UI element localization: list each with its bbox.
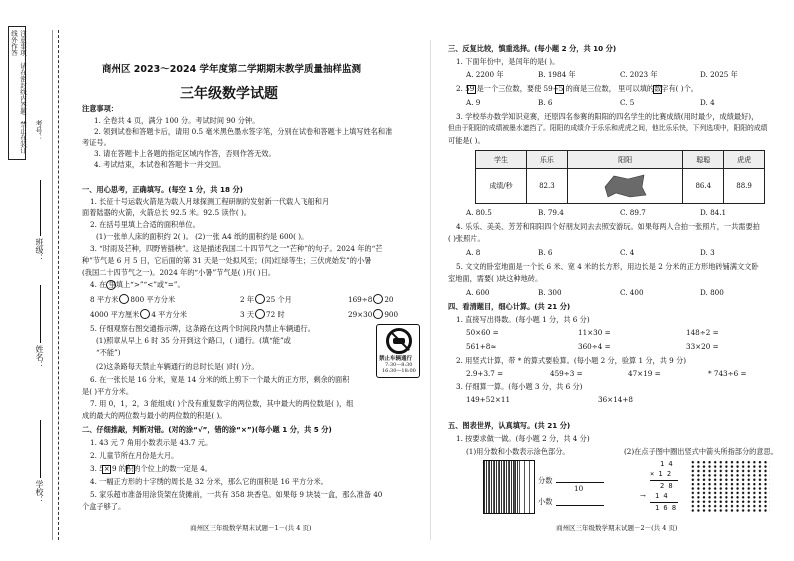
vcalc-rule (650, 502, 678, 503)
score-table (475, 150, 765, 204)
compare-circle (106, 280, 116, 290)
blank-box (102, 465, 111, 474)
note-2b: 考证号。 (82, 138, 111, 147)
table-cell: 86.4 (683, 169, 724, 204)
s2-line: 4. 一幅正方形的十字绣的周长是 32 分米，那么它的面积是 16 平方分米。 (90, 477, 328, 486)
no-car-icon (386, 328, 412, 354)
table-cell: 阳阳 (567, 151, 683, 169)
binding-margin (0, 0, 62, 561)
s3-q3: 3. 学校举办数学知识竞赛，还原四名参赛的阳阳的四名学生的比赛成绩(用时最少，成绩最好)， (456, 112, 759, 121)
note-3: 3. 请在答题卡上各题的指定区域内作答，否则作答无效。 (94, 149, 276, 158)
s1-line: 5. 仔细观察右图交通指示牌，这条路在这两个时间段内禁止车辆通行。 (90, 324, 315, 333)
calc: 148÷2 = (686, 328, 719, 337)
s2-line: 5. 家乐超市准备用涂货架在货摊前，一共有 358 块香皂。如果每 9 块装一盒，那么准备 40 (90, 490, 383, 499)
blank-box (126, 465, 135, 474)
field-class-line (40, 180, 41, 236)
cmp-c: 169÷8 20 (348, 295, 394, 304)
s3-q4: 4. 乐乐、美美、芳芳和阳阳四个好朋友同去去照安游玩。如果每两人合拍一张照片，一共需要拍 (456, 222, 760, 231)
notes-heading: 注意事项： (82, 104, 118, 113)
opt: C. 4 (620, 248, 635, 257)
calc: 149+52×11 (466, 395, 511, 404)
cmp-d: 4000 平方厘米 4 平方分米 (90, 310, 187, 319)
s4-q1-title: 1. 直接写出得数。(每小题 1 分，共 6 分) (456, 315, 590, 324)
blank-box (653, 85, 662, 94)
calc: 459÷3 = (550, 369, 583, 378)
cmp-f: 29×30 900 (348, 310, 399, 319)
vcalc-line: 2 8 (660, 482, 673, 490)
s5-q1-1: (1)用分数和小数表示涂色部分。 (466, 447, 570, 456)
s3-q5b: 室地面，需要( )块这种地砖。 (448, 274, 543, 283)
s1-line: 面着陆器的火箭，火箭总长 92.5 米。92.5 读作( )。 (82, 208, 251, 217)
s2-line: 3. 5× 9 的积的个位上的数一定是 4。 (90, 464, 212, 473)
field-school-line (40, 420, 41, 478)
note-1: 1. 全卷共 4 页，满分 100 分。考试时间 90 分钟。 (94, 116, 260, 125)
table-cell: 虎虎 (724, 151, 765, 169)
arrow-icon: → (640, 492, 646, 500)
s3-q1: 1. 下面年份中，是闰年的是( )。 (456, 57, 560, 66)
fraction-label: 分数 (538, 476, 553, 485)
footer-left: 商州区三年级数学期末试题－1－(共 4 页) (190, 524, 312, 532)
opt: D. 4 (700, 98, 715, 107)
fraction-bar (556, 482, 604, 483)
section4-heading: 四、看清题目，细心计算。(共 21 分) (448, 302, 571, 311)
sign-time-1: 7:30—8:30 (385, 362, 413, 368)
field-school: 学校： (35, 480, 44, 504)
opt: B. 6 (538, 248, 553, 257)
field-name: 姓名： (35, 345, 44, 369)
table-cell: 乐乐 (527, 151, 568, 169)
opt: B. 1984 年 (538, 70, 576, 79)
s1-line: 2. 在括号里填上合适的面积单位。 (90, 220, 200, 229)
field-name-line (40, 285, 41, 343)
opt: B. 6 (538, 98, 553, 107)
vcalc-line: 1 6 8 (655, 504, 677, 512)
field-class: 班级： (35, 238, 44, 262)
binding-line-inner (52, 30, 53, 540)
opt: D. 2025 年 (700, 70, 738, 79)
calc: * 743÷6 = (708, 369, 747, 378)
calc: 2.9+3.7 = (466, 369, 504, 378)
calc: 50×60 = (466, 328, 499, 337)
ink-blot-icon (602, 173, 648, 199)
cmp-b: 2 年 25 个月 (240, 295, 292, 304)
calc: 360÷4 = (578, 342, 611, 351)
opt: B. 300 (538, 288, 562, 297)
s1-line: 种”节气是 6 月 5 日，它后面的第 31 天是一处拟风至；(闰)红绿等生；三伏虎始发”的小暑 (82, 256, 372, 265)
seal-notice: 注意事项：请在密封线内答题，禁止在装订线外作答 (10, 30, 27, 154)
s2-line: 个盒子够了。 (82, 502, 126, 511)
calc: 36×14+8 (598, 395, 633, 404)
opt: C. 2023 年 (620, 70, 658, 79)
exam-title: 商州区 2023～2024 学年度第二学期期末教学质量抽样监测 (102, 64, 361, 75)
table-row (476, 151, 765, 169)
s1-line: 7. 用 0，1，2，3 能组成( )个没有重复数字的两位数，其中最大的两位数是( )，组 (90, 399, 354, 408)
opt: D. 800 (700, 288, 724, 297)
vcalc-line: 1 4 (655, 492, 668, 500)
decimal-line (556, 505, 604, 506)
section2-heading: 二、仔细推敲，判断对错。(对的涂“√”，错的涂“×”)(每小题 1 分，共 5 分) (82, 425, 332, 434)
section3-heading: 三、反复比较，慎重选择。(每小题 2 分，共 10 分) (448, 44, 617, 53)
note-2: 2. 领到试卷和答题卡后，请用 0.5 毫米黑色墨水签字笔，分别在试卷和答题卡上填写姓名和准 (94, 127, 393, 136)
table-cell: 聪聪 (683, 151, 724, 169)
opt: A. 9 (466, 98, 481, 107)
blank-box (555, 85, 564, 94)
table-cell: 成绩/秒 (476, 169, 527, 204)
s1-line: “不能”) (96, 348, 121, 357)
field-exam-no: 考号： (35, 120, 43, 141)
sign-time-2: 16:30—18:00 (382, 368, 416, 374)
s3-q5: 5. 文文的卧室地面是一个长 6 米、宽 4 米的长方形，用边长是 2 分米的正方形地砖铺满文文卧 (456, 262, 759, 271)
s1-line: 6. 在一张长是 16 分米，宽是 14 分米的纸上剪下一个最大的正方形，剩余的面积 (90, 375, 350, 384)
s1-line: 1. 长征十号运载火箭是为载人月球探测工程研制的发射新一代载人飞船和月 (90, 197, 330, 206)
note-4: 4. 考试结束，本试卷和答题卡一并交回。 (94, 160, 226, 169)
s1-line: (我国二十四节气之一)。2024 年的“小暑”节气是( )月( )日。 (82, 268, 276, 277)
table-cell: 学生 (476, 151, 527, 169)
vcalc-line: 1 4 (660, 460, 673, 468)
s1-line: (1)一张单人床的面积约 2( )。 (2)一张 A4 纸的面积约是 600( )。 (96, 232, 309, 241)
section5-heading: 五、图表世界，认真填写。(共 21 分) (448, 421, 571, 430)
section1-heading: 一、用心思考，正确填写。(每空 1 分，共 18 分) (82, 185, 243, 194)
page-divider (430, 40, 431, 540)
vcalc-line: × 1 2 (650, 470, 672, 478)
s1-line-q4: 4. 在 里填上“>”“<”或“=”。 (90, 280, 185, 289)
opt: A. 2200 年 (466, 70, 504, 79)
s5-q1-title: 1. 按要求做一做。(每小题 2 分，共 4 分) (456, 434, 590, 443)
fraction-den: 10 (574, 484, 584, 493)
s1-line: 3. “时雨及芒种，四野皆插秧”。这是描述我国二十四节气之一“芒种”的句子。2024 年的“芒 (90, 244, 383, 253)
dashed-binding-line (58, 30, 59, 540)
s3-q3c: 可能是( )。 (448, 136, 485, 145)
s1-line: (1)照章从早上 6 时 35 分开到这个路口，( )通行。(填“能”或 (96, 336, 291, 345)
s2-line: 2. 儿童节所在月份是大月。 (90, 451, 179, 460)
s4-q3-title: 3. 仔细算一算。(每小题 3 分，共 6 分) (456, 382, 583, 391)
opt: C. 89.7 (620, 208, 646, 217)
traffic-sign (376, 324, 420, 378)
s5-q1-2: (2)在点子图中圈出竖式中箭头所指部分的意思。 (624, 447, 778, 456)
blank-box (467, 85, 476, 94)
s1-line: 成的最大的两位数与最小的两位数的积是( )。 (82, 411, 227, 420)
opt: C. 5 (620, 98, 635, 107)
opt: A. 8 (466, 248, 481, 257)
opt: B. 79.4 (538, 208, 564, 217)
vcalc-rule (650, 480, 678, 481)
shaded-grid (483, 460, 535, 514)
ink-blot-cell (567, 169, 683, 204)
opt: A. 80.5 (466, 208, 492, 217)
opt: D. 3 (700, 248, 715, 257)
sign-text: 禁止车辆通行 (379, 356, 413, 362)
opt: C. 400 (620, 288, 644, 297)
calc: 33×20 = (686, 342, 719, 351)
subject-title: 三年级数学试题 (180, 86, 278, 102)
dot-grid (690, 460, 770, 512)
table-cell: 88.9 (724, 169, 765, 204)
calc: 47×19 = (628, 369, 661, 378)
s2-line: 1. 43 元 7 角用小数表示是 43.7 元。 (90, 438, 213, 447)
calc: 11×30 = (578, 328, 611, 337)
s1-line: (2)这条路每天禁止车辆通行的总时长是( )时( )分。 (96, 362, 259, 371)
cmp-a: 8 平方米 800 平方分米 (90, 295, 176, 304)
table-row (476, 169, 765, 204)
s4-q2-title: 2. 用竖式计算，带 * 的算式要验算。(每小题 2 分，验算 1 分，共 9 分) (456, 356, 687, 365)
s3-q3b: 但由于阳阳的成绩被墨水遮挡了。阳阳的成绩介于乐乐和虎虎之间，他比乐乐快，下列选项中，阳阳的成绩 (448, 124, 768, 132)
s1-line: 是( )平方分米。 (82, 387, 134, 396)
opt: A. 600 (466, 288, 490, 297)
calc: 561+8≈ (466, 342, 497, 351)
table-cell: 82.3 (527, 169, 568, 204)
s3-q4b: ( )张照片。 (448, 234, 485, 243)
cmp-e: 3 天 72 时 (240, 310, 285, 319)
footer-right: 商州区三年级数学期末试题－2－(共 4 页) (556, 524, 678, 532)
s3-q2: 2. 59 是一个三位数，要使 59÷5 的商是三位数， 里可以填的数字有( )个。 (456, 84, 698, 93)
opt: D. 84.1 (700, 208, 727, 217)
decimal-label: 小数 (538, 497, 553, 506)
